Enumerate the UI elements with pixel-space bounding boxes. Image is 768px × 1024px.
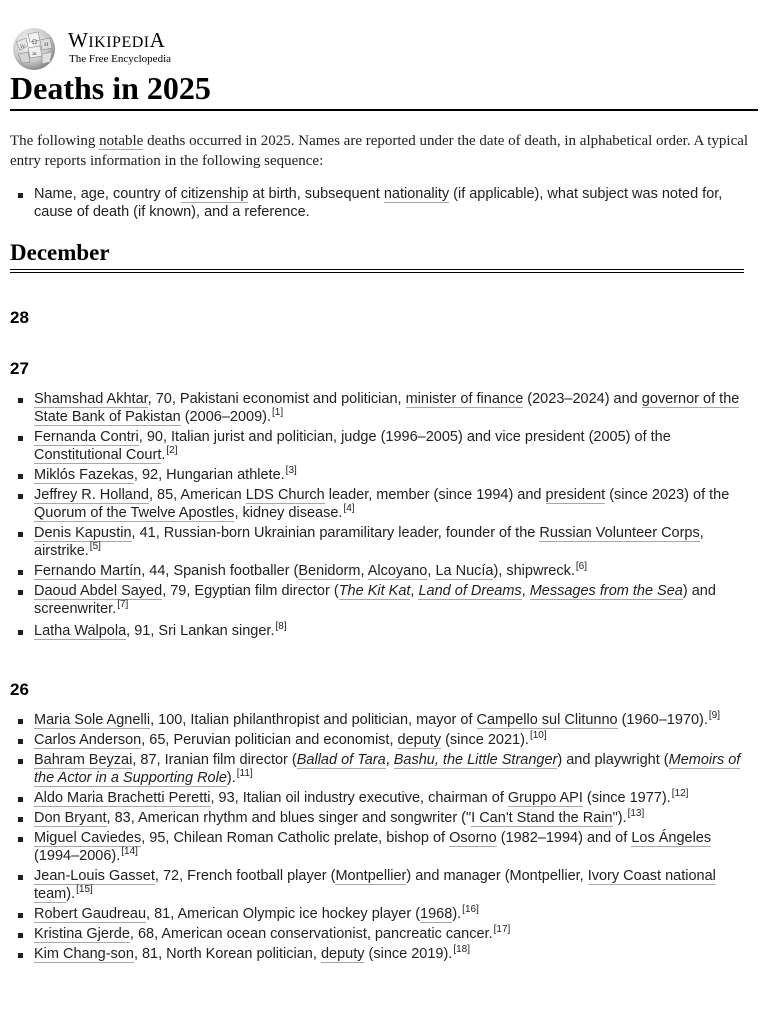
nationality-link[interactable]: nationality <box>383 186 450 202</box>
svg-text:Ω: Ω <box>32 39 37 46</box>
text: , airstrike. <box>34 525 704 559</box>
person-link[interactable]: Jeffrey R. Holland <box>34 487 149 503</box>
person-link[interactable]: Fernanda Contri <box>34 429 139 445</box>
text: , 79, Egyptian film director ( <box>162 583 339 599</box>
article-link[interactable]: Russian Volunteer Corps <box>539 525 700 541</box>
article-link[interactable]: Constitutional Court <box>34 447 162 463</box>
text: , <box>385 752 394 768</box>
song-link[interactable]: I Can't Stand the Rain <box>471 810 613 826</box>
text: (if applicable), what subject was noted for, cause of death (if known), and a reference. <box>34 186 723 220</box>
film-link[interactable]: Land of Dreams <box>418 583 522 599</box>
day-heading-26: 26 <box>10 680 29 699</box>
text: ). <box>226 770 236 786</box>
article-link[interactable]: Quorum of the Twelve Apostles <box>34 505 235 521</box>
list-item <box>10 622 760 640</box>
person-link[interactable]: Jean-Louis Gasset <box>34 868 155 884</box>
wordmark-rest: IKIPEDI <box>88 34 150 51</box>
person-link[interactable]: Shamshad Akhtar <box>34 391 148 407</box>
article-link[interactable]: president <box>545 487 606 503</box>
list-item <box>10 428 760 464</box>
person-link[interactable]: Kim Chang-son <box>34 946 134 962</box>
list-item <box>10 524 760 560</box>
reference-link[interactable]: [9] <box>708 710 720 722</box>
article-link[interactable]: deputy <box>397 732 442 748</box>
text: Name, age, country of <box>34 186 181 202</box>
reference-link[interactable]: [18] <box>453 944 471 956</box>
person-link[interactable]: Kristina Gjerde <box>34 926 130 942</box>
list-item <box>10 809 760 827</box>
text: , <box>427 563 436 579</box>
film-link[interactable]: Messages from the Sea <box>529 583 683 599</box>
intro-text: The following <box>10 133 100 149</box>
person-link[interactable]: Denis Kapustin <box>34 525 132 541</box>
article-link[interactable]: Montpellier <box>335 868 407 884</box>
reference-link[interactable]: [3] <box>285 465 297 477</box>
text: (1994–2006). <box>34 848 121 864</box>
list-item <box>10 905 760 923</box>
wikipedia-wordmark[interactable] <box>68 28 165 53</box>
text: , kidney disease. <box>234 505 343 521</box>
list-item <box>10 789 760 807</box>
reference-link[interactable]: [16] <box>462 904 479 916</box>
text: , 87, Iranian film director ( <box>132 752 297 768</box>
wikipedia-globe-icon[interactable] <box>10 26 60 72</box>
text: ). <box>66 886 76 902</box>
list-item <box>10 945 760 963</box>
text: , 100, Italian philanthropist and politician, mayor of <box>150 712 477 728</box>
person-link[interactable]: Carlos Anderson <box>34 732 142 748</box>
site-header <box>10 26 310 72</box>
day-heading-27: 27 <box>10 359 29 378</box>
article-link[interactable]: 1968 <box>420 906 453 922</box>
wordmark-first: W <box>68 28 89 52</box>
play-link[interactable]: Memoirs of the Actor in a Supporting Role <box>34 752 741 786</box>
person-link[interactable]: Miguel Caviedes <box>34 830 142 846</box>
text: , <box>410 583 419 599</box>
person-link[interactable]: Latha Walpola <box>34 623 127 639</box>
reference-link[interactable]: [15] <box>76 884 93 896</box>
list-item <box>10 925 760 943</box>
article-link[interactable]: Los Ángeles <box>631 830 712 846</box>
text: ) and screenwriter. <box>34 583 716 617</box>
article-link[interactable]: La Nucía <box>435 563 494 579</box>
reference-link[interactable]: [4] <box>343 503 355 515</box>
reference-link[interactable]: [2] <box>166 445 178 457</box>
list-item <box>10 390 760 426</box>
text: , 95, Chilean Roman Catholic prelate, bishop of <box>141 830 450 846</box>
article-link[interactable]: LDS Church <box>245 487 325 503</box>
text: , <box>521 583 530 599</box>
film-link[interactable]: Bashu, the Little Stranger <box>393 752 558 768</box>
reference-link[interactable]: [12] <box>671 788 689 800</box>
text: , 93, Italian oil industry executive, chairman of <box>210 790 508 806</box>
text: (2006–2009). <box>180 409 271 425</box>
text: , 72, French football player ( <box>154 868 336 884</box>
person-link[interactable]: Miklós Fazekas <box>34 467 134 483</box>
person-link[interactable]: Bahram Beyzai <box>34 752 133 768</box>
wordmark-last: A <box>149 28 166 52</box>
person-link[interactable]: Robert Gaudreau <box>34 906 147 922</box>
text: . <box>161 447 166 463</box>
reference-link[interactable]: [1] <box>272 407 284 419</box>
article-link[interactable]: Benidorm <box>298 563 361 579</box>
text: (since 2021). <box>441 732 529 748</box>
list-item <box>10 867 760 903</box>
text: , 92, Hungarian athlete. <box>133 467 285 483</box>
citizenship-link[interactable]: citizenship <box>180 186 249 202</box>
text: (1960–1970). <box>617 712 708 728</box>
article-link[interactable]: Ivory Coast national team <box>34 868 716 902</box>
list-item <box>10 731 760 749</box>
reference-link[interactable]: [5] <box>89 541 101 553</box>
day-27-list <box>10 390 760 642</box>
text: ) and playwright ( <box>557 752 669 768</box>
svg-text:W: W <box>20 44 26 50</box>
svg-text:ж: ж <box>32 51 37 57</box>
article-link[interactable]: Gruppo API <box>507 790 583 806</box>
reference-link[interactable]: [7] <box>117 599 129 611</box>
person-link[interactable]: Maria Sole Agnelli <box>34 712 151 728</box>
text: ). <box>452 906 462 922</box>
article-link[interactable]: Alcoyano <box>367 563 428 579</box>
text: , 91, Sri Lankan singer. <box>126 623 275 639</box>
list-item <box>10 486 760 522</box>
list-item <box>10 466 760 484</box>
list-item <box>10 711 760 729</box>
reference-link[interactable]: [11] <box>236 768 253 780</box>
day-heading-28: 28 <box>10 308 29 327</box>
reference-link[interactable]: [17] <box>493 924 511 936</box>
svg-text:И: И <box>44 42 49 48</box>
text: , 41, Russian-born Ukrainian paramilitary leader, founder of the <box>131 525 540 541</box>
intro-paragraph <box>10 131 762 171</box>
text: , 68, American ocean conservationist, pancreatic cancer. <box>129 926 493 942</box>
article-link[interactable]: governor of the State Bank of Pakistan <box>34 391 740 425</box>
text: (since 1977). <box>582 790 671 806</box>
person-link[interactable]: Aldo Maria Brachetti Peretti <box>34 790 211 806</box>
article-link[interactable]: deputy <box>320 946 365 962</box>
text: "). <box>612 810 627 826</box>
film-link[interactable]: The Kit Kat <box>338 583 411 599</box>
text: ) and manager (Montpellier, <box>406 868 588 884</box>
text: (1982–1994) and of <box>496 830 632 846</box>
article-link[interactable]: minister of finance <box>405 391 524 407</box>
person-link[interactable]: Fernando Martín <box>34 563 142 579</box>
text: , 90, Italian jurist and politician, judge (1996–2005) and vice president (2005) of the <box>138 429 671 445</box>
reference-link[interactable]: [6] <box>575 561 587 573</box>
section-heading-december: December <box>10 240 744 273</box>
entry-format-item <box>10 185 758 221</box>
entry-format-list <box>10 185 758 223</box>
person-link[interactable]: Don Bryant <box>34 810 107 826</box>
text: leader, member (since 1994) and <box>324 487 546 503</box>
day-26-list <box>10 711 760 965</box>
text: , 85, American <box>148 487 246 503</box>
text: , 70, Pakistani economist and politician, <box>147 391 406 407</box>
film-link[interactable]: Ballad of Tara <box>296 752 386 768</box>
wikipedia-tagline: The Free Encyclopedia <box>69 53 172 65</box>
text: , 83, American rhythm and blues singer and songwriter (" <box>106 810 472 826</box>
list-item <box>10 751 760 787</box>
list-item <box>10 562 760 580</box>
notable-link[interactable]: notable <box>99 133 144 149</box>
text: , 81, American Olympic ice hockey player ( <box>146 906 421 922</box>
text: ), shipwreck. <box>493 563 575 579</box>
article-link[interactable]: Campello sul Clitunno <box>476 712 618 728</box>
text: , 44, Spanish footballer ( <box>141 563 299 579</box>
article-link[interactable]: Osorno <box>449 830 497 846</box>
reference-link[interactable]: [8] <box>275 621 287 633</box>
text: , <box>360 563 368 579</box>
text: (2023–2024) and <box>523 391 642 407</box>
person-link[interactable]: Daoud Abdel Sayed <box>34 583 163 599</box>
list-item <box>10 829 760 865</box>
text: , 65, Peruvian politician and economist, <box>141 732 398 748</box>
reference-link[interactable]: [14] <box>121 846 138 858</box>
reference-link[interactable]: [13] <box>627 808 645 820</box>
text: (since 2023) of the <box>605 487 730 503</box>
text: (since 2019). <box>364 946 453 962</box>
intro-text: deaths occurred in 2025. Names are reported under the date of death, in alphabetical order. A typical entry reports information in the following sequence: <box>10 133 749 169</box>
text: , 81, North Korean politician, <box>133 946 321 962</box>
text: at birth, subsequent <box>248 186 384 202</box>
page-title: Deaths in 2025 <box>10 70 758 111</box>
reference-link[interactable]: [10] <box>529 730 547 742</box>
list-item <box>10 582 760 618</box>
